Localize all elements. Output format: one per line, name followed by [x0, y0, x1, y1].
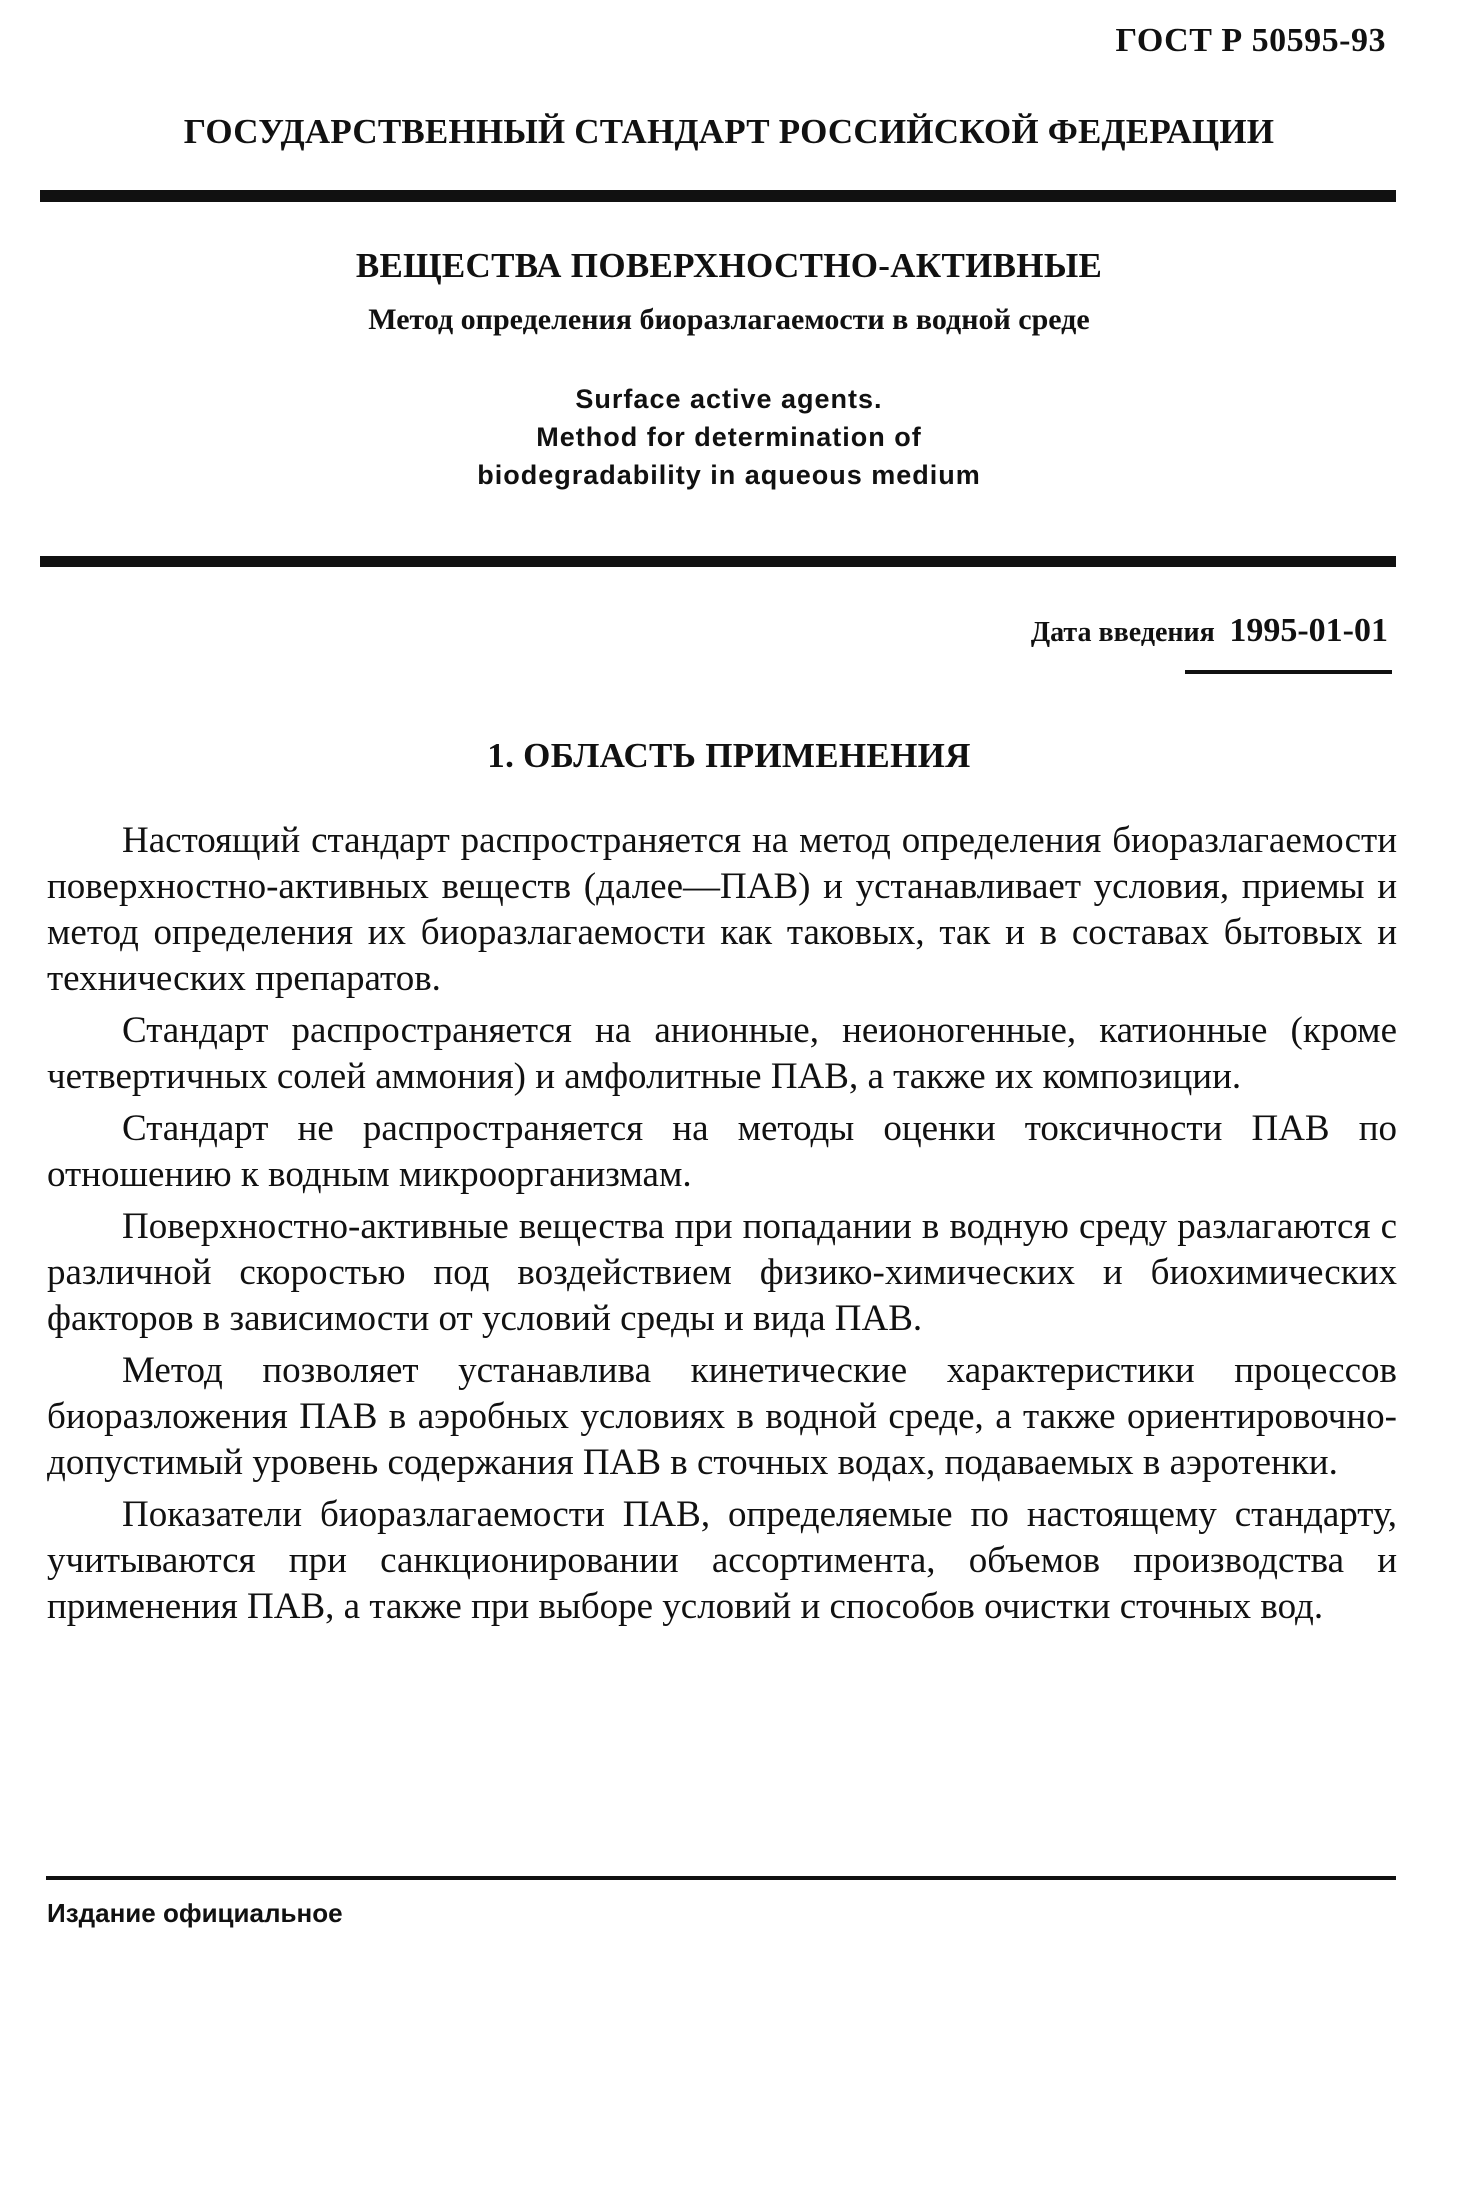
date-underline: [1185, 670, 1392, 674]
body-paragraph: Метод позволяет устанавлива кинетические характеристики процессов биоразложения ПАВ в аэробных условиях в водной среде, а также ориентировочно-допустимый уровень содержания ПАВ в сточных водах, подаваемых в аэротенки.: [47, 1350, 1397, 1483]
english-title-line: biodegradability in aqueous medium: [477, 460, 981, 490]
body-paragraph: Настоящий стандарт распространяется на метод определения биоразлагаемости поверхностно-активных веществ (далее—ПАВ) и устанавливает условия, приемы и метод определения их биоразлагаемости как таковых, так и в составах бытовых и технических препаратов.: [47, 820, 1397, 999]
introduction-date-label: Дата введения: [1030, 617, 1215, 648]
edition-note: Издание официальное: [47, 1898, 343, 1928]
state-standard-title: ГОСУДАРСТВЕННЫЙ СТАНДАРТ РОССИЙСКОЙ ФЕДЕРАЦИИ: [183, 112, 1275, 151]
body-paragraph: Стандарт распространяется на анионные, неионогенные, катионные (кроме четвертичных солей аммония) и амфолитные ПАВ, а также их композиции.: [47, 1010, 1397, 1097]
body-paragraph: Стандарт не распространяется на методы оценки токсичности ПАВ по отношению к водным микроорганизмам.: [47, 1108, 1397, 1195]
introduction-date: [1031, 612, 1388, 650]
english-title-line: Method for determination of: [536, 422, 922, 452]
english-title: [0, 380, 1458, 494]
section-heading: 1. ОБЛАСТЬ ПРИМЕНЕНИЯ: [487, 736, 971, 775]
standard-title: ВЕЩЕСТВА ПОВЕРХНОСТНО-АКТИВНЫЕ: [355, 246, 1103, 285]
document-code: ГОСТ Р 50595-93: [1115, 22, 1386, 59]
top-divider: [40, 190, 1396, 202]
body-paragraph: Поверхностно-активные вещества при попадании в водную среду разлагаются с различной скоростью под воздействием физико-химических и биохимических факторов в зависимости от условий среды и вида ПАВ.: [47, 1206, 1397, 1339]
body-paragraph: Показатели биоразлагаемости ПАВ, определяемые по настоящему стандарту, учитываются при санкционировании ассортимента, объемов производства и применения ПАВ, а также при выборе условий и способов очистки сточных вод.: [47, 1494, 1397, 1627]
footer-divider: [46, 1876, 1396, 1880]
standard-subtitle: Метод определения биоразлагаемости в водной среде: [368, 303, 1090, 336]
middle-divider: [40, 556, 1396, 567]
introduction-date-value: 1995-01-01: [1229, 612, 1388, 649]
english-title-line: Surface active agents.: [575, 384, 883, 414]
section-body: [47, 818, 1397, 1636]
